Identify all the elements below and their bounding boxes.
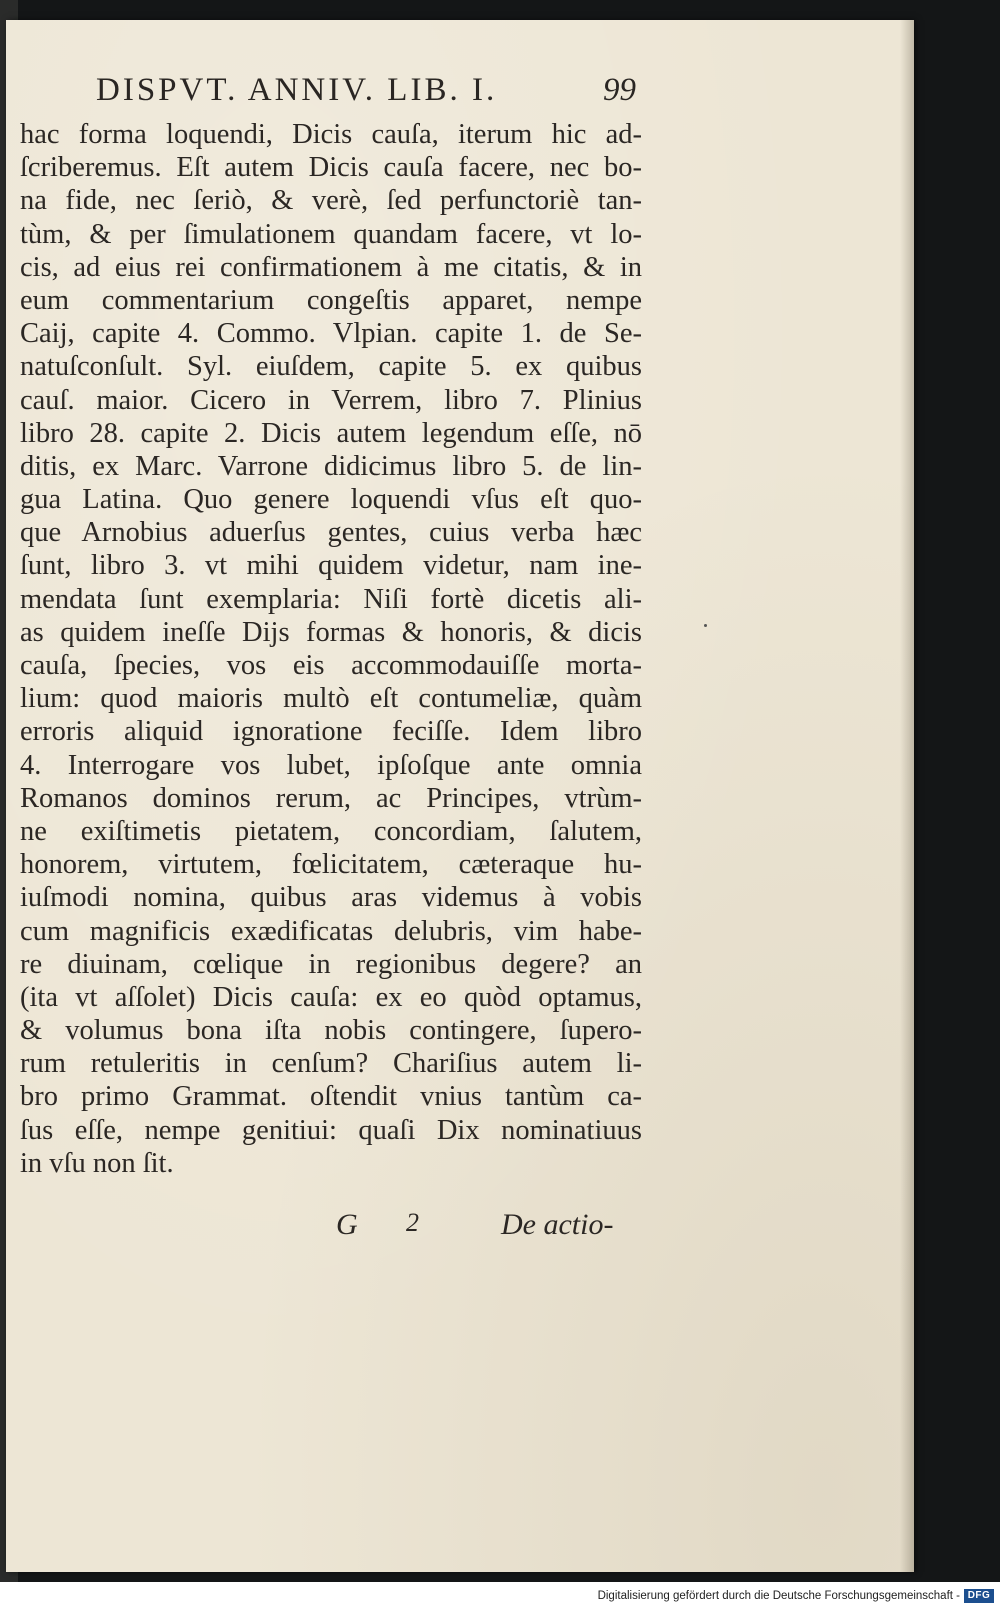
text-line: cum magnificis exædificatas delubris, vim habe- [20,915,642,947]
text-line: (ita vt aſſolet) Dicis cauſa: ex eo quòd optamus, [20,981,642,1013]
text-line: na fide, nec ſeriò, & verè, ſed perfunctoriè tan- [20,185,642,217]
text-line: hac forma loquendi, Dicis cauſa, iterum hic ad- [20,119,642,150]
text-line: bro primo Grammat. oſtendit vnius tantùm ca- [20,1081,642,1113]
text-line: re diuinam, cœlique in regionibus degere? an [20,948,642,980]
text-line: rum retuleritis in cenſum? Chariſius autem li- [20,1048,642,1080]
text-line: erroris aliquid ignoratione feciſſe. Idem libro [20,716,642,748]
text-line: gua Latina. Quo genere loquendi vſus eſt quo- [20,484,642,516]
ink-speck [704,624,707,627]
text-line: natuſconſult. Syl. eiuſdem, capite 5. ex quibus [20,351,642,383]
catchword: De actio- [501,1208,614,1241]
body-text [20,118,642,1180]
text-line: honorem, virtutem, fœlicitatem, cæteraque hu- [20,849,642,881]
text-line: as quidem ineſſe Dijs formas & honoris, & dicis [20,616,642,648]
page-gutter-shadow [900,20,914,1572]
text-line: ſcriberemus. Eſt autem Dicis cauſa facere, nec bo- [20,152,642,184]
page-number: 99 [603,72,636,108]
text-line: Caij, capite 4. Commo. Vlpian. capite 1. de Se- [20,318,642,350]
text-line: & volumus bona iſta nobis contingere, ſupero- [20,1015,642,1047]
text-line: iuſmodi nomina, quibus aras videmus à vobis [20,882,642,914]
text-line: ne exiſtimetis pietatem, concordiam, ſalutem, [20,815,642,847]
text-line: ſus eſſe, nempe genitiui: quaſi Dix nominatiuus [20,1114,642,1146]
text-line: lium: quod maioris multò eſt contumeliæ, quàm [20,683,642,715]
text-line: 4. Interrogare vos lubet, ipſoſque ante omnia [20,749,642,781]
text-line: cauſ. maior. Cicero in Verrem, libro 7. Plinius [20,384,642,416]
text-line: ditis, ex Marc. Varrone didicimus libro 5. de lin- [20,450,642,482]
dfg-logo-icon: DFG [964,1589,994,1603]
text-line: ſunt, libro 3. vt mihi quidem videtur, nam ine- [20,550,642,582]
text-line: eum commentarium congeſtis apparet, nempe [20,284,642,316]
signature-number: 2 [406,1208,419,1237]
text-line: que Arnobius aduerſus gentes, cuius verba hæc [20,517,642,549]
footer-credit: Digitalisierung gefördert durch die Deutsche Forschungsgemeinschaft - [597,1590,960,1602]
running-head [96,72,636,109]
text-line: tùm, & per ſimulationem quandam facere, vt lo- [20,218,642,250]
signature-letter: G [336,1208,358,1241]
text-line: Romanos dominos rerum, ac Principes, vtrùm- [20,782,642,814]
text-line: cis, ad eius rei confirmationem à me citatis, & in [20,251,642,283]
running-title: DISPVT. ANNIV. LIB. I. [96,72,498,108]
text-line: libro 28. capite 2. Dicis autem legendum eſſe, nō [20,417,642,449]
text-line: cauſa, ſpecies, vos eis accommodauiſſe morta- [20,650,642,681]
text-line: mendata ſunt exemplaria: Niſi fortè dicetis ali- [20,583,642,615]
text-line-last: in vſu non ſit. [20,1147,174,1179]
book-page [6,20,914,1572]
footer-strip [0,1582,1000,1611]
